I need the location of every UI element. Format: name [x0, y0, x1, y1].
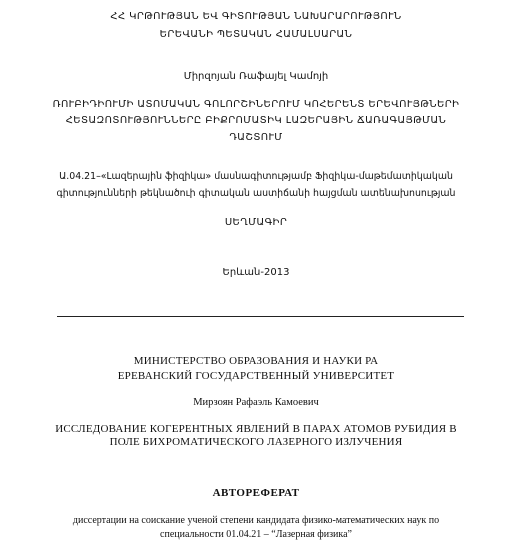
armenian-specialty-line2: գիտությունների թեկնածուի գիտական աստիճանի հայցման ատենախոսության	[56, 188, 456, 199]
armenian-university: ԵՐԵՎԱՆԻ ՊԵՏԱԿԱՆ ՀԱՄԱԼՍԱՐԱՆ	[159, 29, 353, 40]
russian-specialty-line2: специальности 01.04.21 – “Лазерная физика”	[160, 529, 352, 540]
armenian-specialty-line1: Ա.04.21–«Լազերային ֆիզիկա» մասնագիտությամբ Ֆիզիկա-մաթեմատիկական	[59, 171, 453, 182]
russian-specialty-line1: диссертации на соискание ученой степени кандидата физико-математических наук по	[72, 515, 440, 526]
armenian-ministry: ՀՀ ԿՐԹՈՒԹՅԱՆ ԵՎ ԳԻՏՈՒԹՅԱՆ ՆԱԽԱՐԱՐՈՒԹՅՈՒՆ	[110, 11, 402, 22]
armenian-doc-type: ՍԵՂՄԱԳԻՐ	[224, 217, 288, 228]
russian-author: Мирзоян Рафаэль Камоевич	[193, 397, 319, 408]
russian-title-line1: ИССЛЕДОВАНИЕ КОГЕРЕНТНЫХ ЯВЛЕНИЙ В ПАРАХ АТОМОВ РУБИДИЯ В	[55, 423, 457, 435]
armenian-city-year: Երևան-2013	[222, 267, 290, 278]
armenian-title-line2: ՀԵՏԱԶՈՏՈՒԹՅՈՒՆՆԵՐԸ ԲԻՔՐՈՄԱՏԻԿ ԼԱԶԵՐԱՅԻՆ ՃԱՌԱԳԱՅԹՄԱՆ	[65, 115, 447, 126]
armenian-title-line3: ԴԱՇՏՈՒՄ	[229, 132, 283, 143]
section-divider	[57, 316, 464, 317]
russian-title-line2: ПОЛЕ БИХРОМАТИЧЕСКОГО ЛАЗЕРНОГО ИЗЛУЧЕНИЯ	[109, 436, 403, 448]
russian-doc-type: АВТОРЕФЕРАТ	[212, 487, 300, 499]
russian-university: ЕРЕВАНСКИЙ ГОСУДАРСТВЕННЫЙ УНИВЕРСИТЕТ	[117, 370, 395, 382]
armenian-author: Միրզոյան Ռաֆայել Կամոյի	[183, 71, 329, 82]
armenian-title-line1: ՌՈՒԲԻԴԻՈՒՄԻ ԱՏՈՄԱԿԱՆ ԳՈԼՈՐՇԻՆԵՐՈՒՄ ԿՈՀԵՐԵՆՏ ԵՐԵՎՈՒՅԹՆԵՐԻ	[52, 99, 460, 110]
russian-ministry: МИНИСТЕРСТВО ОБРАЗОВАНИЯ И НАУКИ РА	[133, 355, 379, 367]
